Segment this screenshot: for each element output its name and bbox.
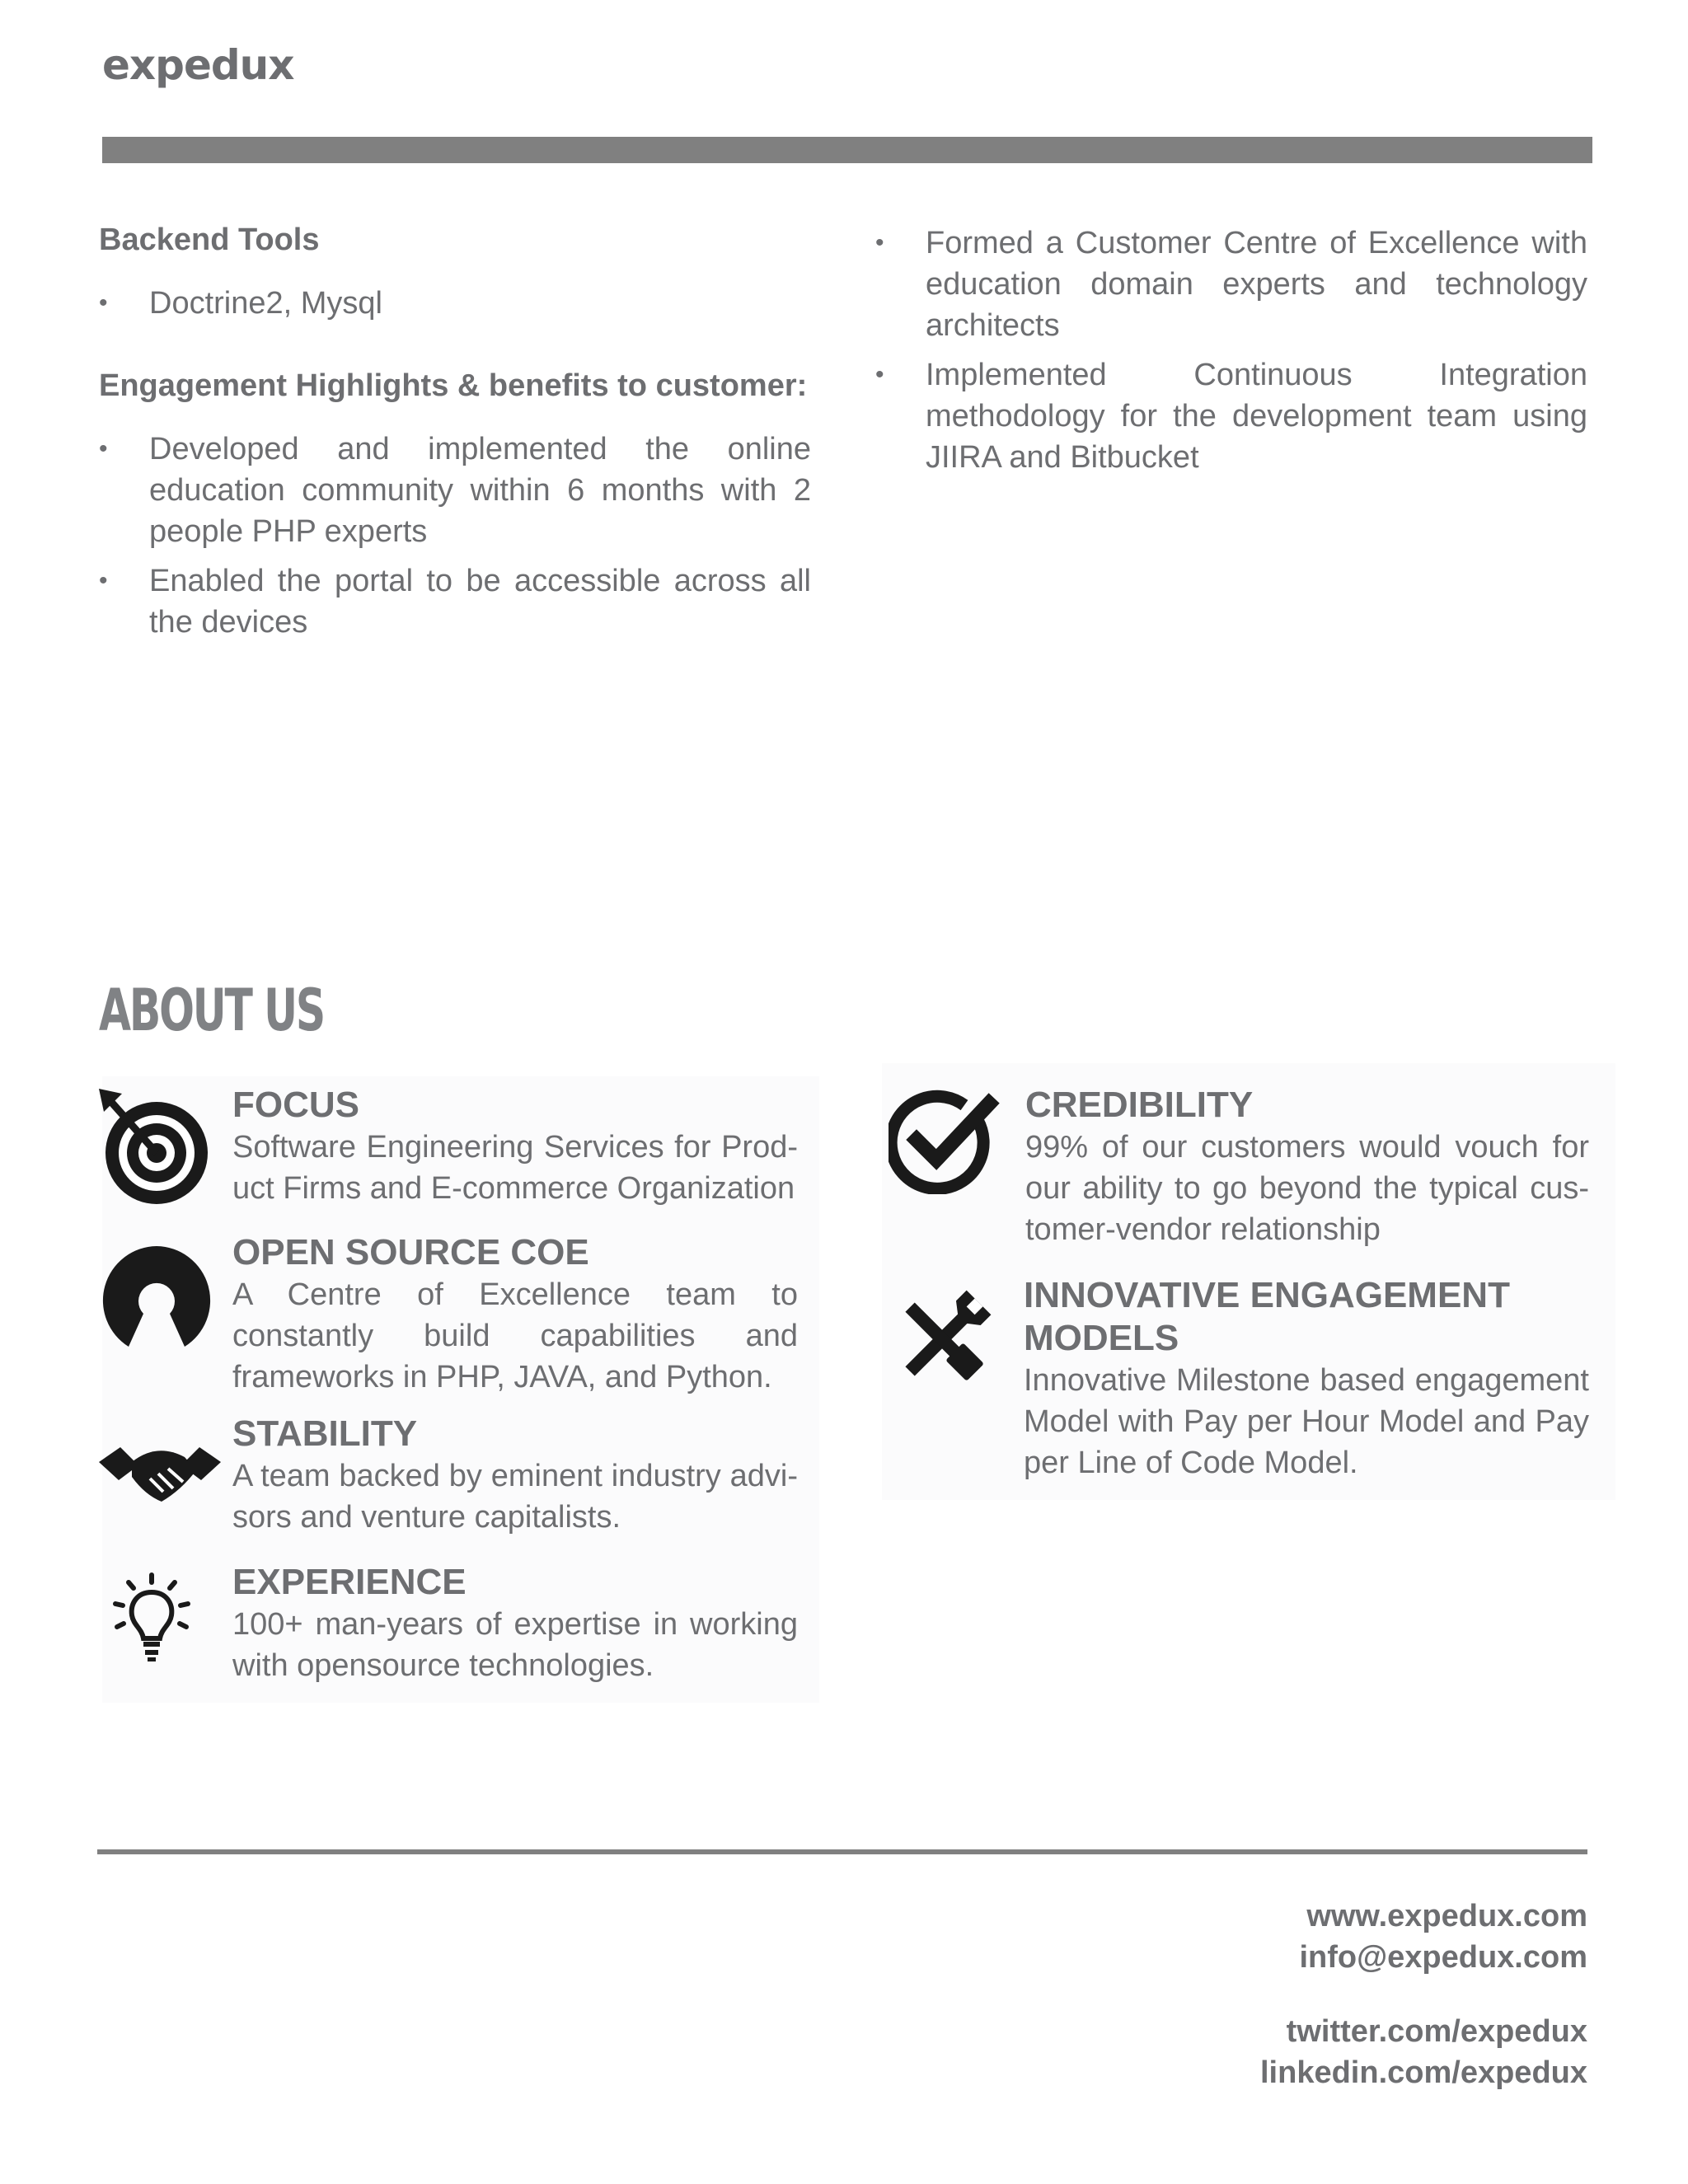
target-icon	[99, 1089, 216, 1210]
email-link[interactable]: info@expedux.com	[1299, 1940, 1587, 1975]
about-us-heading: ABOUT US	[99, 977, 325, 1044]
list-item	[875, 354, 1587, 478]
feature-title: CREDIBILITY	[1025, 1085, 1254, 1125]
backend-tools-heading: Backend Tools	[99, 223, 320, 257]
feature-open-source-coe	[99, 1231, 798, 1396]
list-item	[99, 283, 811, 324]
list-item-text: Developed and implemented the online education community within 6 months with 2 people PHP experts	[149, 432, 811, 549]
feature-description: 99% of our customers would vouch for our ability to go beyond the typical cus-tomer-vendor relationship	[1025, 1130, 1589, 1247]
backend-tools-list	[99, 283, 811, 324]
engagement-highlights-heading: Engagement Highlights & benefits to customer:	[99, 368, 808, 403]
feature-description: 100+ man-years of expertise in working with opensource technologies.	[232, 1607, 798, 1683]
list-item-text: Implemented Continuous Integration methodology for the development team using JIIRA and Bitbucket	[926, 358, 1587, 475]
handshake-icon	[99, 1429, 221, 1516]
feature-description: A Centre of Excellence team to constantly build capabilities and frameworks in PHP, JAVA, and Python.	[232, 1277, 798, 1394]
header-divider-bar	[102, 137, 1592, 163]
checkmark-circle-icon	[889, 1087, 1001, 1198]
open-source-icon	[99, 1243, 214, 1362]
footer-divider	[97, 1849, 1587, 1854]
list-item	[99, 429, 811, 552]
right-column	[875, 223, 1587, 486]
website-link[interactable]: www.expedux.com	[1306, 1899, 1587, 1933]
left-column	[99, 223, 811, 651]
linkedin-link[interactable]: linkedin.com/expedux	[1260, 2055, 1587, 2090]
list-item-text: Enabled the portal to be accessible across all the devices	[149, 564, 811, 640]
feature-description: Software Engineering Services for Prod-uct Firms and E-commerce Organization	[232, 1130, 798, 1206]
feature-credibility	[889, 1084, 1589, 1249]
feature-stability	[99, 1413, 798, 1544]
bullet-icon: •	[99, 435, 108, 462]
engagement-highlights-list-continued	[875, 223, 1587, 478]
company-logo: expedux	[102, 41, 294, 89]
feature-title: OPEN SOURCE COE	[232, 1232, 589, 1272]
list-item-text: Doctrine2, Mysql	[149, 286, 382, 321]
list-item	[875, 223, 1587, 346]
contact-info	[1260, 1896, 1587, 2093]
feature-title: EXPERIENCE	[232, 1562, 467, 1602]
engagement-highlights-list	[99, 429, 811, 643]
feature-description: A team backed by eminent industry advi-sors and venture capitalists.	[232, 1459, 798, 1535]
feature-innovative-engagement-models	[889, 1274, 1589, 1488]
feature-description: Innovative Milestone based engagement Model with Pay per Hour Model and Pay per Line of Code Model.	[1024, 1363, 1589, 1480]
feature-title: INNOVATIVE ENGAGEMENT MODELS	[1024, 1275, 1510, 1358]
feature-title: STABILITY	[232, 1413, 418, 1454]
bullet-icon: •	[99, 289, 108, 316]
feature-focus	[99, 1084, 798, 1216]
bullet-icon: •	[99, 567, 108, 594]
list-item	[99, 560, 811, 643]
list-item-text: Formed a Customer Centre of Excellence with education domain experts and technology architects	[926, 226, 1587, 343]
feature-experience	[99, 1561, 798, 1693]
bullet-icon: •	[875, 361, 884, 388]
tools-icon	[889, 1286, 996, 1397]
feature-title: FOCUS	[232, 1085, 359, 1125]
twitter-link[interactable]: twitter.com/expedux	[1286, 2014, 1587, 2049]
bullet-icon: •	[875, 229, 884, 256]
lightbulb-icon	[110, 1572, 193, 1669]
